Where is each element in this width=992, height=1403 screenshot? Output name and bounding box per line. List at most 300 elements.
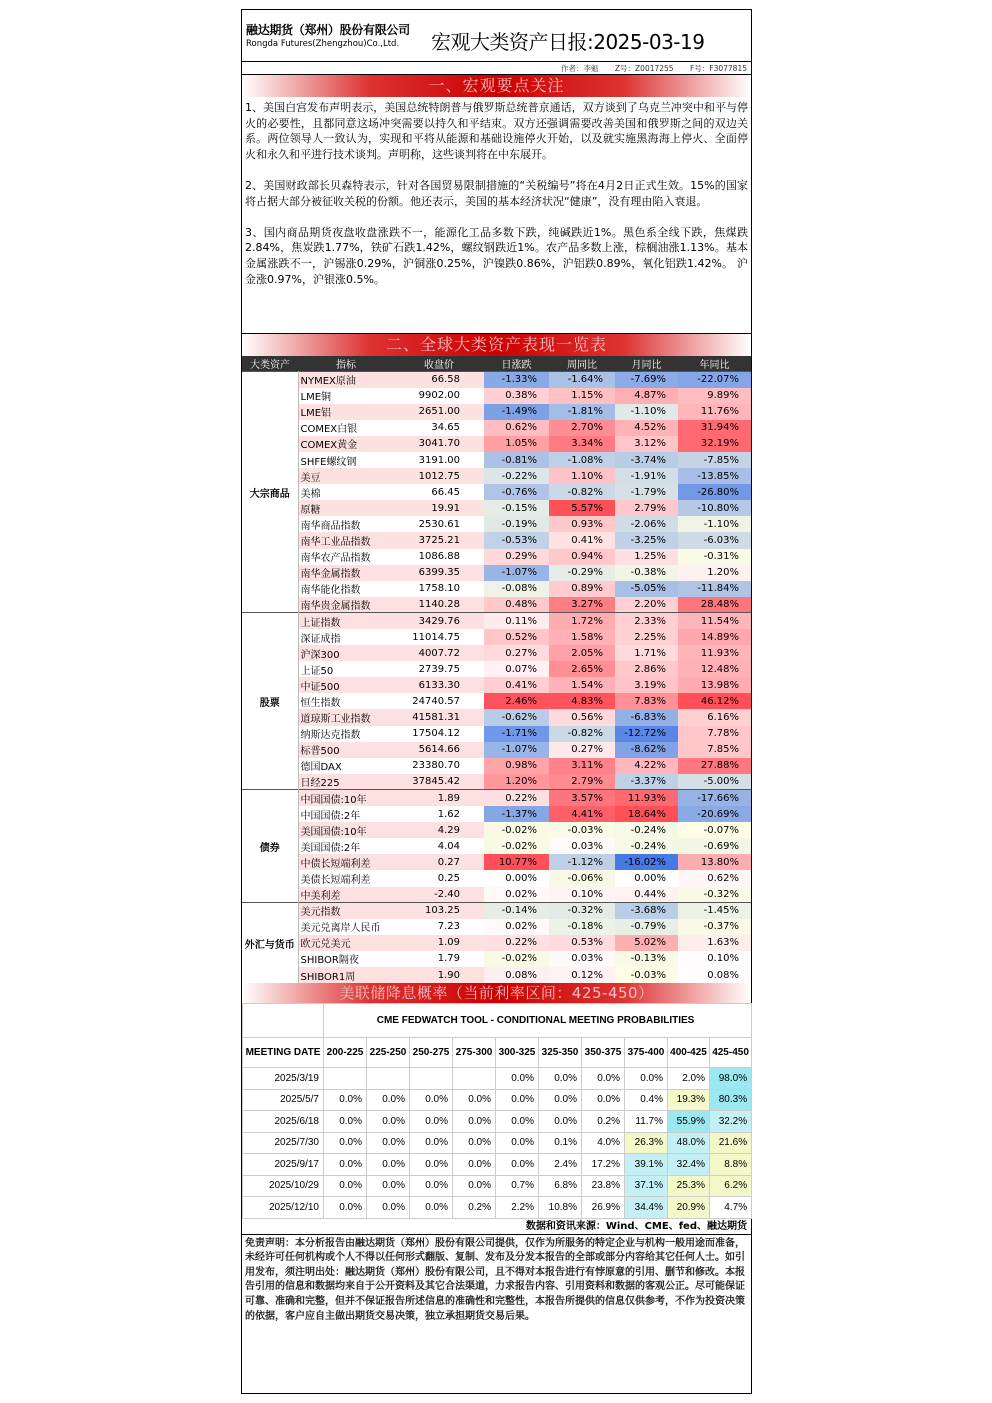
change-d: -0.15% [484,500,549,516]
close-price: 41581.31 [394,709,484,725]
table-row [242,806,751,822]
table-row [242,629,751,645]
table-row [243,1132,752,1154]
close-price: 1.79 [394,951,484,967]
change-w: 1.72% [549,613,615,629]
change-y: 13.80% [678,854,751,870]
probability-cell: 0.0% [367,1154,410,1176]
close-price: 3429.76 [394,613,484,629]
indicator-name: NYMEX原油 [298,372,394,388]
change-w: 4.41% [549,806,615,822]
change-m: 5.02% [615,935,678,951]
change-m: -1.91% [615,468,678,484]
fed-header-cell: 225-250 [367,1038,410,1068]
indicator-name: 中美利差 [298,887,394,903]
fed-header-cell: 400-425 [668,1038,710,1068]
change-w: 0.94% [549,549,615,565]
meeting-date: 2025/12/10 [243,1197,324,1219]
change-d: 0.41% [484,677,549,693]
change-m: 2.20% [615,597,678,613]
change-w: 1.10% [549,468,615,484]
section-banner-macro: 一、宏观要点关注 [242,75,751,97]
asset-group [242,903,751,983]
change-y: 0.10% [678,951,751,967]
change-m: 4.22% [615,758,678,774]
close-price: 1012.75 [394,468,484,484]
table-row [243,1197,752,1219]
close-price: 3041.70 [394,436,484,452]
disclaimer: 免责声明：本分析报告由融达期货（郑州）股份有限公司提供，仅作为所服务的特定企业与机构一般用途而准备，未经许可任何机构或个人不得以任何形式翻版、复制、发布及分发本报告的全部或部分内容给其它任何人士。如引用发布，须注明出处：融达期货（郑州）股份有限公司，且不得对本报告进行有悖原意的引用、删节和修改。本报告引用的信息和数据均来自于公开资料及其它合法渠道，力求报告内容、引用资料和数据的客观公正。尽可能保证可靠、准确和完整，但并不保证报告所述信息的准确性和完整性，本报告所提供的信息仅供参考，不作为投资决策的依据，客户应自主做出期货交易决策，独立承担期货交易后果。 [245,1237,745,1322]
change-d: 0.02% [484,919,549,935]
table-row [242,887,751,903]
change-m: -3.37% [615,774,678,790]
close-price: 24740.57 [394,693,484,709]
report-title: 宏观大类资产日报:2025-03-19 [431,30,705,54]
probability-cell: 0.2% [582,1111,625,1133]
probability-cell: 34.4% [625,1197,668,1219]
change-w: 5.57% [549,500,615,516]
indicator-name: 原糖 [298,500,394,516]
table-row [242,677,751,693]
change-w: 1.54% [549,677,615,693]
probability-cell: 37.1% [625,1175,668,1197]
probability-cell: 0.0% [453,1154,496,1176]
change-y: 11.93% [678,645,751,661]
indicator-name: 深证成指 [298,629,394,645]
close-price: 1.09 [394,935,484,951]
change-m: 1.25% [615,549,678,565]
report-page [241,9,752,1394]
change-m: -2.06% [615,516,678,532]
close-price: 1758.10 [394,581,484,597]
indicator-name: 美国国债:10年 [298,822,394,838]
probability-cell: 0.0% [367,1197,410,1219]
change-y: -13.85% [678,468,751,484]
change-y: 13.98% [678,677,751,693]
change-y: -26.80% [678,484,751,500]
close-price: 2739.75 [394,661,484,677]
close-price: 1.89 [394,790,484,806]
probability-cell: 25.3% [668,1175,710,1197]
blank-cell [243,1004,324,1038]
table-row [242,500,751,516]
close-price: 5614.66 [394,742,484,758]
table-row [242,693,751,709]
probability-cell: 0.0% [539,1089,582,1111]
probability-cell: 23.8% [582,1175,625,1197]
probability-cell: 0.0% [539,1068,582,1090]
probability-cell: 21.6% [710,1132,752,1154]
fedwatch-table [242,1003,752,1219]
probability-cell: 11.7% [625,1111,668,1133]
change-m: 2.25% [615,629,678,645]
indicator-name: 南华能化指数 [298,581,394,597]
change-m: -1.10% [615,404,678,420]
table-row [242,951,751,967]
indicator-name: 上证指数 [298,613,394,629]
meeting-date: 2025/7/30 [243,1132,324,1154]
change-d: -1.37% [484,806,549,822]
close-price: 66.58 [394,372,484,388]
table-row [242,822,751,838]
indicator-name: 美债长短端利差 [298,870,394,886]
probability-cell: 6.8% [539,1175,582,1197]
change-m: 1.71% [615,645,678,661]
asset-header-cell: 日涨跌 [484,356,549,372]
change-w: 1.15% [549,388,615,404]
change-m: 3.12% [615,436,678,452]
indicator-name: LME铜 [298,388,394,404]
change-w: 0.41% [549,532,615,548]
table-row [242,532,751,548]
change-d: 1.20% [484,774,549,790]
probability-cell: 0.0% [410,1175,453,1197]
close-price: 0.25 [394,870,484,886]
change-d: -1.33% [484,372,549,388]
meeting-date: 2025/3/19 [243,1068,324,1090]
change-w: -0.82% [549,726,615,742]
close-price: 37845.42 [394,774,484,790]
change-d: -0.02% [484,838,549,854]
change-y: 7.78% [678,726,751,742]
change-w: -1.64% [549,372,615,388]
close-price: 2651.00 [394,404,484,420]
close-price: 1086.88 [394,549,484,565]
close-price: 4007.72 [394,645,484,661]
company-name-cn: 融达期货（郑州）股份有限公司 [246,23,410,37]
change-m: 0.00% [615,870,678,886]
indicator-name: 美元指数 [298,903,394,919]
change-y: -1.10% [678,516,751,532]
indicator-name: 美元兑离岸人民币 [298,919,394,935]
change-y: -0.07% [678,822,751,838]
probability-cell: 0.0% [324,1089,367,1111]
probability-cell: 0.0% [582,1068,625,1090]
probability-cell: 0.0% [453,1089,496,1111]
change-m: 2.86% [615,661,678,677]
report-header [242,10,751,62]
change-d: 10.77% [484,854,549,870]
close-price: 3191.00 [394,452,484,468]
indicator-name: 上证50 [298,661,394,677]
indicator-name: SHIBOR1周 [298,967,394,983]
close-price: 19.91 [394,500,484,516]
change-d: -0.53% [484,532,549,548]
change-d: 1.05% [484,436,549,452]
probability-cell: 0.0% [539,1111,582,1133]
change-m: -6.83% [615,709,678,725]
close-price: 1140.28 [394,597,484,613]
table-row [242,597,751,613]
change-y: 0.08% [678,967,751,983]
table-row [242,484,751,500]
indicator-name: 南华金属指数 [298,565,394,581]
probability-cell: 0.0% [625,1068,668,1090]
table-row [242,645,751,661]
meeting-date: 2025/9/17 [243,1154,324,1176]
section-banner-assets: 二、全球大类资产表现一览表 [242,334,751,356]
table-row [242,742,751,758]
probability-cell: 0.0% [367,1132,410,1154]
change-y: 28.48% [678,597,751,613]
change-m: -0.79% [615,919,678,935]
indicator-name: 中国国债:10年 [298,790,394,806]
fed-header-cell: 325-350 [539,1038,582,1068]
probability-cell: 0.0% [453,1175,496,1197]
asset-header-cell: 年同比 [678,356,751,372]
change-d: 0.08% [484,967,549,983]
probability-cell: 0.0% [367,1111,410,1133]
change-m: 4.52% [615,420,678,436]
change-m: -3.68% [615,903,678,919]
indicator-name: COMEX白银 [298,420,394,436]
table-row [243,1068,752,1090]
fed-header-cell: 250-275 [410,1038,453,1068]
indicator-name: 标普500 [298,742,394,758]
table-row [242,565,751,581]
change-w: -1.12% [549,854,615,870]
change-y: -22.07% [678,372,751,388]
table-row [242,388,751,404]
probability-cell: 48.0% [668,1132,710,1154]
change-d: -1.07% [484,742,549,758]
fed-header-cell: 425-450 [710,1038,752,1068]
change-w: 0.53% [549,935,615,951]
asset-header-cell: 指标 [298,356,394,372]
asset-category: 外汇与货币 [242,903,298,983]
table-row [242,790,751,806]
change-w: 3.11% [549,758,615,774]
news-item: 1、美国白宫发布声明表示，美国总统特朗普与俄罗斯总统普京通话，双方谈到了乌克兰冲突中和平与停火的必要性，且都同意这场冲突需要以持久和平结束。双方还强调需要改善美国和俄罗斯之间的双边关系。两位领导人一致认为，实现和平将从能源和基础设施停火开始，以及就实施黑海海上停火、全面停火和永久和平进行技术谈判。声明称，这些谈判将在中东展开。 [245,101,748,161]
change-d: 0.02% [484,887,549,903]
indicator-name: 中债长短端利差 [298,854,394,870]
fed-header-cell: 300-325 [496,1038,539,1068]
change-d: 2.46% [484,693,549,709]
change-y: -5.00% [678,774,751,790]
change-w: 2.70% [549,420,615,436]
change-w: 2.65% [549,661,615,677]
change-d: 0.52% [484,629,549,645]
change-w: -0.03% [549,822,615,838]
probability-cell: 0.0% [496,1089,539,1111]
close-price: 34.65 [394,420,484,436]
change-d: -1.07% [484,565,549,581]
change-d: -0.14% [484,903,549,919]
change-m: -12.72% [615,726,678,742]
probability-cell: 17.2% [582,1154,625,1176]
close-price: 0.27 [394,854,484,870]
change-m: 2.33% [615,613,678,629]
change-w: -0.29% [549,565,615,581]
author-line [242,62,751,75]
change-m: -3.74% [615,452,678,468]
close-price: 103.25 [394,903,484,919]
change-m: 4.87% [615,388,678,404]
probability-cell: 0.0% [410,1154,453,1176]
close-price: 11014.75 [394,629,484,645]
asset-header-cell: 月同比 [615,356,678,372]
indicator-name: 道琼斯工业指数 [298,709,394,725]
table-row [242,726,751,742]
indicator-name: 沪深300 [298,645,394,661]
indicator-name: 美棉 [298,484,394,500]
probability-cell: 0.0% [453,1111,496,1133]
fedwatch-title: CME FEDWATCH TOOL - CONDITIONAL MEETING PROBABILITIES [324,1004,752,1038]
change-y: -6.03% [678,532,751,548]
change-m: 3.19% [615,677,678,693]
meeting-date: 2025/6/18 [243,1111,324,1133]
change-w: 0.12% [549,967,615,983]
change-y: -0.37% [678,919,751,935]
probability-cell: 0.0% [410,1089,453,1111]
probability-cell: 80.3% [710,1089,752,1111]
change-y: 31.94% [678,420,751,436]
change-w: 4.83% [549,693,615,709]
indicator-name: 美国国债:2年 [298,838,394,854]
change-w: -1.81% [549,404,615,420]
change-y: -1.45% [678,903,751,919]
section-banner-fed: 美联储降息概率（当前利率区间：425-450） [242,983,751,1003]
change-y: 14.89% [678,629,751,645]
asset-header-cell: 收盘价 [394,356,484,372]
change-y: -7.85% [678,452,751,468]
change-d: -0.81% [484,452,549,468]
indicator-name: 南华农产品指数 [298,549,394,565]
change-y: 7.85% [678,742,751,758]
asset-group [242,613,751,790]
change-w: 2.79% [549,774,615,790]
change-d: -0.22% [484,468,549,484]
change-y: 32.19% [678,436,751,452]
company-name-en: Rongda Futures(Zhengzhou)Co.,Ltd. [246,39,400,49]
probability-cell [367,1068,410,1090]
table-row [243,1089,752,1111]
change-y: 46.12% [678,693,751,709]
probability-cell: 32.4% [668,1154,710,1176]
probability-cell: 0.0% [410,1197,453,1219]
probability-cell: 0.0% [582,1089,625,1111]
asset-header-cell: 周同比 [549,356,615,372]
probability-cell: 0.0% [410,1132,453,1154]
table-row [242,549,751,565]
change-y: 11.54% [678,613,751,629]
close-price: 4.04 [394,838,484,854]
probability-cell: 2.0% [668,1068,710,1090]
asset-category: 债券 [242,790,298,903]
change-m: 7.83% [615,693,678,709]
change-w: -0.82% [549,484,615,500]
close-price: 1.90 [394,967,484,983]
change-d: -1.71% [484,726,549,742]
indicator-name: 恒生指数 [298,693,394,709]
change-d: 0.00% [484,870,549,886]
probability-cell: 0.0% [324,1175,367,1197]
change-m: -0.38% [615,565,678,581]
change-w: -0.06% [549,870,615,886]
probability-cell: 26.3% [625,1132,668,1154]
table-row [242,372,751,388]
close-price: 2530.61 [394,516,484,532]
change-w: 0.56% [549,709,615,725]
table-row [243,1175,752,1197]
change-d: 0.11% [484,613,549,629]
news-item: 2、美国财政部长贝森特表示，针对各国贸易限制措施的“关税编号”将在4月2日正式生效。15%的国家将占据大部分被征收关税的份额。他还表示，美国的基本经济状况“健康”，没有理由陷入衰退。 [245,178,748,208]
asset-group [242,372,751,613]
change-w: 0.27% [549,742,615,758]
change-m: 0.44% [615,887,678,903]
change-d: -0.76% [484,484,549,500]
probability-cell: 0.0% [324,1197,367,1219]
probability-cell [410,1068,453,1090]
change-m: -0.13% [615,951,678,967]
table-row [243,1111,752,1133]
fed-header-cell: 350-375 [582,1038,625,1068]
close-price: 9902.00 [394,388,484,404]
change-w: 0.03% [549,838,615,854]
indicator-name: 南华工业品指数 [298,532,394,548]
change-m: -16.02% [615,854,678,870]
change-y: -0.31% [678,549,751,565]
table-row [242,709,751,725]
fed-header-cell: 275-300 [453,1038,496,1068]
change-w: 0.03% [549,951,615,967]
change-d: 0.62% [484,420,549,436]
probability-cell: 20.9% [668,1197,710,1219]
data-source: 数据和资讯来源：Wind、CME、fed、融达期货 [242,1219,751,1235]
indicator-name: LME铝 [298,404,394,420]
table-row [242,903,751,919]
probability-cell: 0.0% [324,1132,367,1154]
table-row [242,774,751,790]
indicator-name: SHIBOR隔夜 [298,951,394,967]
probability-cell: 0.2% [453,1197,496,1219]
change-y: -11.84% [678,581,751,597]
news-section [242,97,751,334]
change-m: -3.25% [615,532,678,548]
change-m: 2.79% [615,500,678,516]
probability-cell: 98.0% [710,1068,752,1090]
indicator-name: 中证500 [298,677,394,693]
change-w: 0.89% [549,581,615,597]
table-row [242,420,751,436]
probability-cell: 8.8% [710,1154,752,1176]
probability-cell: 32.2% [710,1111,752,1133]
change-m: -0.03% [615,967,678,983]
change-w: 0.93% [549,516,615,532]
change-w: 3.27% [549,597,615,613]
change-m: -0.24% [615,822,678,838]
change-y: 11.76% [678,404,751,420]
close-price: -2.40 [394,887,484,903]
table-row [242,468,751,484]
change-d: 0.22% [484,790,549,806]
table-row [242,581,751,597]
change-m: -5.05% [615,581,678,597]
close-price: 6399.35 [394,565,484,581]
close-price: 66.45 [394,484,484,500]
probability-cell: 0.0% [496,1154,539,1176]
close-price: 1.62 [394,806,484,822]
news-item: 3、国内商品期货夜盘收盘涨跌不一，能源化工品多数下跌，纯碱跌近1%。黑色系全线下跌，焦煤跌2.84%，焦炭跌1.77%，铁矿石跌1.42%，螺纹钢跌近1%。农产品多数上涨，棕榈油涨1.13%。基本金属涨跌不一，沪锡涨0.29%，沪铜涨0.25%，沪镍跌0.86%，沪铝跌0.89%，氧化铝跌1.42%。 沪金涨0.97%，沪银涨0.5%。 [245,225,748,286]
table-row [242,404,751,420]
probability-cell: 0.0% [367,1175,410,1197]
change-w: 1.58% [549,629,615,645]
change-d: 0.29% [484,549,549,565]
probability-cell: 2.2% [496,1197,539,1219]
probability-cell: 19.3% [668,1089,710,1111]
table-row [243,1154,752,1176]
change-w: 2.05% [549,645,615,661]
